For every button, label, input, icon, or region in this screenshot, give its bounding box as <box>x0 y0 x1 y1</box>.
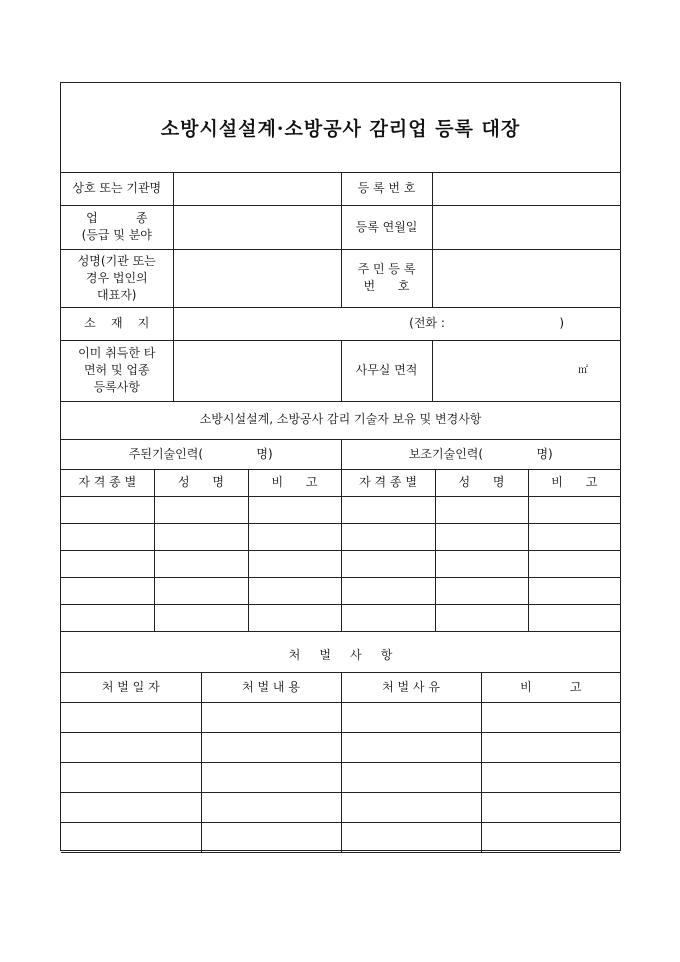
assist-technician-label: 보조기술인력( 명) <box>341 439 620 469</box>
table-cell[interactable] <box>481 732 620 762</box>
table-cell[interactable] <box>435 550 528 577</box>
column-header: 처 벌 내 용 <box>201 672 341 702</box>
representative-label-line1: 성명(기관 또는 <box>77 253 156 268</box>
column-header: 성 명 <box>154 469 248 496</box>
table-row <box>61 550 620 577</box>
table-cell[interactable] <box>154 550 248 577</box>
representative-label-line3: 대표자) <box>97 287 137 302</box>
table-cell[interactable] <box>61 550 154 577</box>
column-header: 비 고 <box>528 469 620 496</box>
info-row-company <box>61 172 620 205</box>
main-technician-label: 주된기술인력( 명) <box>61 439 341 469</box>
technician-header-row <box>61 469 620 496</box>
business-type-label-line1: 업 종 <box>86 211 148 225</box>
table-cell[interactable] <box>154 577 248 604</box>
representative-field[interactable] <box>173 249 341 307</box>
table-cell[interactable] <box>201 732 341 762</box>
business-type-field[interactable] <box>173 205 341 249</box>
table-cell[interactable] <box>61 792 201 822</box>
column-header: 처 벌 사 유 <box>341 672 481 702</box>
penalty-header-row <box>61 672 620 702</box>
table-cell[interactable] <box>435 496 528 523</box>
table-cell[interactable] <box>481 762 620 792</box>
reg-date-field[interactable] <box>432 205 620 249</box>
table-cell[interactable] <box>341 577 435 604</box>
license-label-line1: 이미 취득한 타 <box>78 346 156 360</box>
table-cell[interactable] <box>61 732 201 762</box>
table-cell[interactable] <box>341 762 481 792</box>
office-area-field[interactable] <box>432 340 620 401</box>
table-cell[interactable] <box>61 523 154 550</box>
table-row <box>61 792 620 822</box>
table-row <box>61 523 620 550</box>
penalty-section-row <box>61 639 620 672</box>
info-row-business <box>61 205 620 249</box>
table-cell[interactable] <box>154 523 248 550</box>
area-unit: ㎡ <box>578 365 588 376</box>
column-header: 비 고 <box>248 469 341 496</box>
page-title: 소방시설설계·소방공사 감리업 등록 대장 <box>160 118 521 140</box>
table-cell[interactable] <box>481 822 620 852</box>
table-row <box>61 732 620 762</box>
table-cell[interactable] <box>341 702 481 732</box>
table-cell[interactable] <box>248 496 341 523</box>
table-row <box>61 822 620 852</box>
table-row <box>61 762 620 792</box>
table-cell[interactable] <box>154 496 248 523</box>
company-name-field[interactable] <box>173 172 341 205</box>
reg-number-label: 등 록 번 호 <box>341 172 432 205</box>
resident-number-label-line2: 번 호 <box>363 279 410 293</box>
location-label: 소 재 지 <box>61 307 173 340</box>
table-cell[interactable] <box>435 577 528 604</box>
table-cell[interactable] <box>248 604 341 631</box>
technician-section-title: 소방시설설계, 소방공사 감리 기술자 보유 및 변경사항 <box>61 401 620 439</box>
penalty-table <box>61 639 620 853</box>
info-row-representative <box>61 249 620 307</box>
table-cell[interactable] <box>61 577 154 604</box>
technician-section-row <box>61 401 620 439</box>
column-header: 자 격 종 별 <box>61 469 154 496</box>
phone-text: (전화 : ) <box>409 316 564 330</box>
column-header: 자 격 종 별 <box>341 469 435 496</box>
table-cell[interactable] <box>528 577 620 604</box>
penalty-section-title: 처 벌 사 항 <box>61 639 620 672</box>
table-cell[interactable] <box>528 604 620 631</box>
technician-group-row <box>61 439 620 469</box>
license-label-line3: 등록사항 <box>93 380 140 394</box>
table-cell[interactable] <box>341 604 435 631</box>
table-cell[interactable] <box>248 577 341 604</box>
table-cell[interactable] <box>61 702 201 732</box>
table-cell[interactable] <box>341 496 435 523</box>
table-row <box>61 604 620 631</box>
table-cell[interactable] <box>201 702 341 732</box>
info-row-license <box>61 340 620 401</box>
table-cell[interactable] <box>341 523 435 550</box>
info-table <box>61 172 620 402</box>
table-cell[interactable] <box>435 604 528 631</box>
column-header: 처 벌 일 자 <box>61 672 201 702</box>
column-header: 성 명 <box>435 469 528 496</box>
table-row <box>61 702 620 732</box>
office-area-label: 사무실 면적 <box>341 340 432 401</box>
table-cell[interactable] <box>341 792 481 822</box>
table-cell[interactable] <box>61 496 154 523</box>
table-cell[interactable] <box>248 523 341 550</box>
table-cell[interactable] <box>481 702 620 732</box>
license-label-line2: 면허 및 업종 <box>83 363 150 377</box>
business-type-label-line2: (등급 및 분야 <box>81 228 152 242</box>
license-field[interactable] <box>173 340 341 401</box>
resident-number-field[interactable] <box>432 249 620 307</box>
registration-form <box>60 82 621 851</box>
license-label <box>61 340 173 401</box>
table-cell[interactable] <box>201 762 341 792</box>
reg-number-field[interactable] <box>432 172 620 205</box>
technician-table <box>61 401 620 632</box>
title-box <box>61 83 620 173</box>
resident-number-label <box>341 249 432 307</box>
info-row-location <box>61 307 620 340</box>
reg-date-label: 등록 연월일 <box>341 205 432 249</box>
table-cell[interactable] <box>201 792 341 822</box>
table-cell[interactable] <box>61 604 154 631</box>
representative-label <box>61 249 173 307</box>
column-header: 비 고 <box>481 672 620 702</box>
table-cell[interactable] <box>201 822 341 852</box>
location-field[interactable] <box>173 307 620 340</box>
table-cell[interactable] <box>61 762 201 792</box>
table-cell[interactable] <box>528 550 620 577</box>
table-row <box>61 496 620 523</box>
table-cell[interactable] <box>154 604 248 631</box>
table-cell[interactable] <box>341 732 481 762</box>
representative-label-line2: 경우 법인의 <box>85 270 148 285</box>
table-cell[interactable] <box>435 523 528 550</box>
table-cell[interactable] <box>341 550 435 577</box>
table-row <box>61 577 620 604</box>
resident-number-label-line1: 주 민 등 록 <box>357 262 416 276</box>
company-name-label: 상호 또는 기관명 <box>61 172 173 205</box>
business-type-label <box>61 205 173 249</box>
table-cell[interactable] <box>528 523 620 550</box>
table-cell[interactable] <box>248 550 341 577</box>
table-cell[interactable] <box>481 792 620 822</box>
table-cell[interactable] <box>528 496 620 523</box>
table-cell[interactable] <box>341 822 481 852</box>
table-cell[interactable] <box>61 822 201 852</box>
